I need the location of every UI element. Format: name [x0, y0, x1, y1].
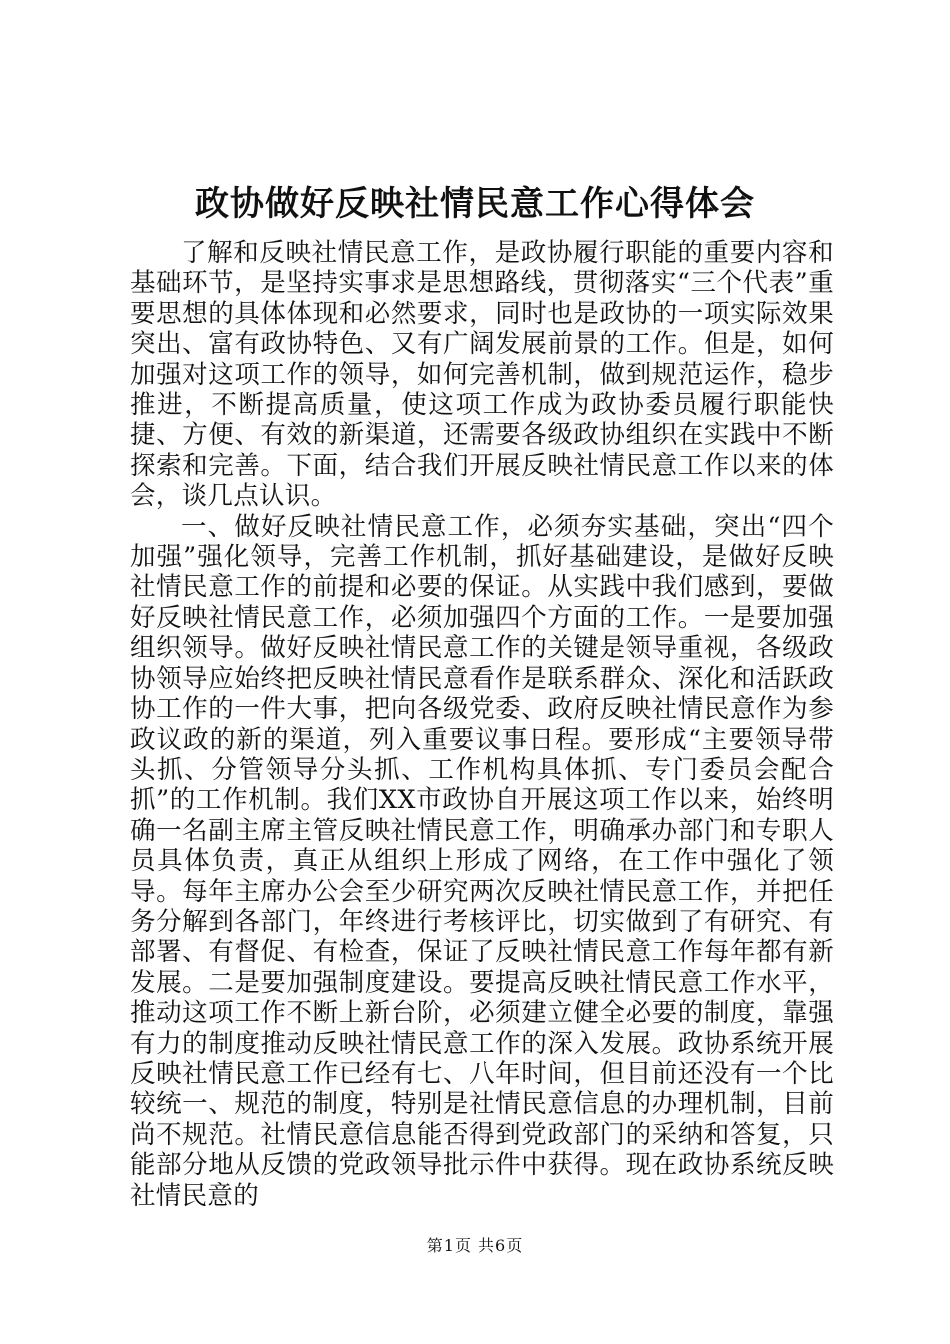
paragraph-section-one: 一、做好反映社情民意工作，必须夯实基础，突出“四个加强”强化领导，完善工作机制，抓好基础建设，是做好反映社情民意工作的前提和必要的保证。从实践中我们感到，要做好反映社情民意工作，必须加强四个方面的工作。一是要加强组织领导。做好反映社情民意工作的关键是领导重视，各级政协领导应始终把反映社情民意看作是联系群众、深化和活跃政协工作的一件大事，把向各级党委、政府反映社情民意作为参政议政的新的渠道，列入重要议事日程。要形成“主要领导带头抓、分管领导分头抓、工作机构具体抓、专门委员会配合抓”的工作机制。我们XX市政协自开展这项工作以来，始终明确一名副主席主管反映社情民意工作，明确承办部门和专职人员具体负责，真正从组织上形成了网络，在工作中强化了领导。每年主席办公会至少研究两次反映社情民意工作，并把任务分解到各部门，年终进行考核评比，切实做到了有研究、有部署、有督促、有检查，保证了反映社情民意工作每年都有新发展。二是要加强制度建设。要提高反映社情民意工作水平，推动这项工作不断上新台阶，必须建立健全必要的制度，靠强有力的制度推动反映社情民意工作的深入发展。政协系统开展反映社情民意工作已经有七、八年时间，但目前还没有一个比较统一、规范的制度，特别是社情民意信息的办理机制，目前尚不规范。社情民意信息能否得到党政部门的采纳和答复，只能部分地从反馈的党政领导批示件中获得。现在政协系统反映社情民意的: [130, 511, 834, 1211]
page-number-footer: 第1页 共6页: [426, 1236, 524, 1255]
document-body: [130, 238, 834, 1211]
document-title: 政协做好反映社情民意工作心得体会: [195, 184, 755, 224]
paragraph-intro: 了解和反映社情民意工作，是政协履行职能的重要内容和基础环节，是坚持实事求是思想路线，贯彻落实“三个代表”重要思想的具体体现和必然要求，同时也是政协的一项实际效果突出、富有政协特色、又有广阔发展前景的工作。但是，如何加强对这项工作的领导，如何完善机制，做到规范运作，稳步推进，不断提高质量，使这项工作成为政协委员履行职能快捷、方便、有效的新渠道，还需要各级政协组织在实践中不断探索和完善。下面，结合我们开展反映社情民意工作以来的体会，谈几点认识。: [130, 238, 834, 512]
